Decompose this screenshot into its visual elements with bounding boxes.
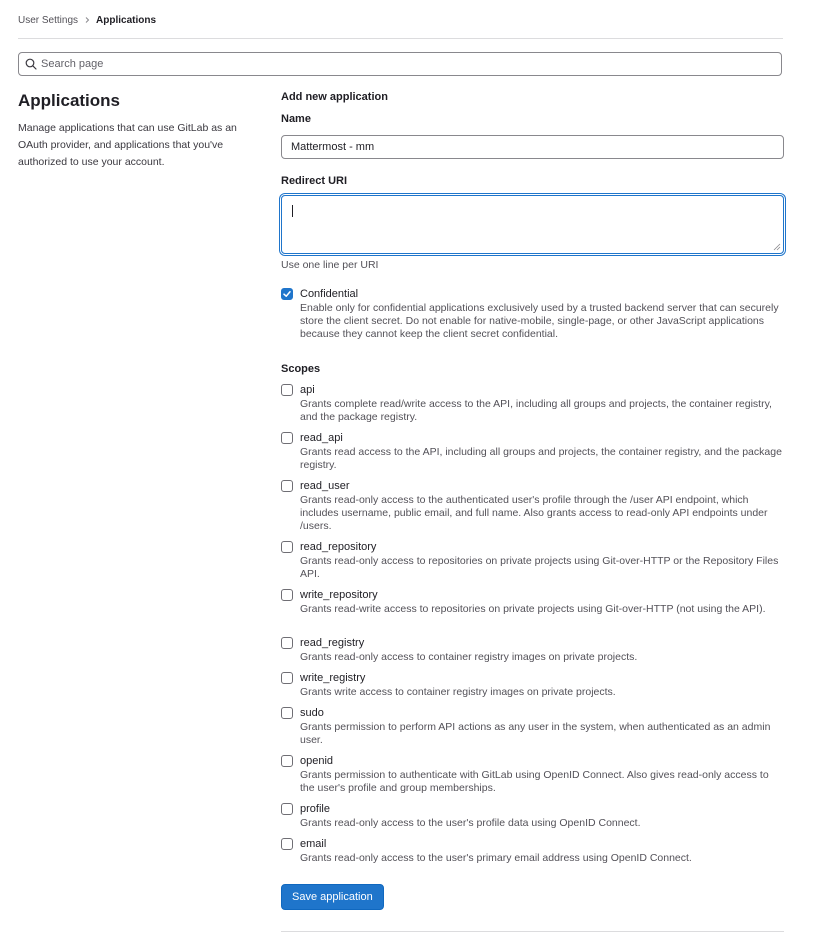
- scope-openid-help: Grants permission to authenticate with GitLab using OpenID Connect. Also gives read-only access to the user's profile and group memberships.: [300, 769, 769, 794]
- scope-email-checkbox[interactable]: [281, 838, 293, 850]
- page-title: Applications: [18, 91, 121, 110]
- save-application-button[interactable]: Save application: [281, 884, 384, 910]
- scope-profile-help: Grants read-only access to the user's profile data using OpenID Connect.: [300, 817, 641, 829]
- scopes-label: Scopes: [281, 363, 321, 375]
- confidential-checkbox[interactable]: [281, 288, 293, 300]
- scope-api-help: Grants complete read/write access to the API, including all groups and projects, the container registry, and the package registry.: [300, 398, 772, 423]
- redirect-uri-textarea[interactable]: [281, 195, 784, 254]
- scope-email-help: Grants read-only access to the user's primary email address using OpenID Connect.: [300, 852, 692, 864]
- scope-read-api-checkbox[interactable]: [281, 432, 293, 444]
- footer-divider: [281, 931, 784, 932]
- name-label: Name: [281, 113, 311, 125]
- scope-profile-label[interactable]: profile: [300, 803, 330, 815]
- breadcrumb-applications[interactable]: Applications: [96, 14, 157, 26]
- scope-read-api-help: Grants read access to the API, including all groups and projects, the container registry, and the package registry.: [300, 446, 782, 471]
- scope-email-label[interactable]: email: [300, 838, 327, 850]
- chevron-right-icon: [82, 15, 92, 25]
- scope-read-registry-label[interactable]: read_registry: [300, 637, 365, 649]
- scope-sudo-checkbox[interactable]: [281, 707, 293, 719]
- intro-section: [18, 90, 258, 171]
- scope-read-registry-help: Grants read-only access to container registry images on private projects.: [300, 651, 638, 663]
- resize-grip-icon[interactable]: [773, 243, 781, 251]
- scope-write-repository-help: Grants read-write access to repositories on private projects using Git-over-HTTP (not using the API).: [300, 603, 766, 615]
- search-input[interactable]: [41, 58, 741, 70]
- scope-openid-checkbox[interactable]: [281, 755, 293, 767]
- scope-read-user-label[interactable]: read_user: [300, 480, 350, 492]
- search-box[interactable]: [18, 52, 782, 76]
- scope-sudo-help: Grants permission to perform API actions as any user in the system, when authenticated as an admin user.: [300, 721, 771, 746]
- scope-api-label[interactable]: api: [300, 384, 315, 396]
- confidential-help: Enable only for confidential applications exclusively used by a trusted backend server that can securely store the client secret. Do not enable for native-mobile, single-page, or other JavaScript applications because they cannot keep the client secret confidential.: [300, 302, 779, 340]
- page-description: Manage applications that can use GitLab as an OAuth provider, and applications that you've authorized to use your account.: [18, 122, 237, 168]
- scope-read-api-label[interactable]: read_api: [300, 432, 343, 444]
- text-caret: [292, 205, 293, 217]
- name-input[interactable]: [281, 135, 784, 159]
- scope-read-repository-checkbox[interactable]: [281, 541, 293, 553]
- redirect-uri-label: Redirect URI: [281, 175, 348, 187]
- confidential-label[interactable]: Confidential: [300, 288, 359, 300]
- breadcrumb: [18, 13, 156, 27]
- scope-read-user-checkbox[interactable]: [281, 480, 293, 492]
- scope-openid-label[interactable]: openid: [300, 755, 334, 767]
- scope-read-user-help: Grants read-only access to the authenticated user's profile through the /user API endpoint, which includes username, public email, and full name. Also grants access to read-only API endpoints under /users.: [300, 494, 768, 532]
- scope-read-repository-label[interactable]: read_repository: [300, 541, 377, 553]
- scope-write-repository-label[interactable]: write_repository: [300, 589, 378, 601]
- scope-write-repository-checkbox[interactable]: [281, 589, 293, 601]
- scope-write-registry-help: Grants write access to container registry images on private projects.: [300, 686, 616, 698]
- scope-write-registry-checkbox[interactable]: [281, 672, 293, 684]
- scope-write-registry-label[interactable]: write_registry: [300, 672, 366, 684]
- header-divider: [18, 38, 783, 39]
- search-icon: [25, 58, 37, 70]
- scope-profile-checkbox[interactable]: [281, 803, 293, 815]
- scope-read-repository-help: Grants read-only access to repositories on private projects using Git-over-HTTP or the Repository Files API.: [300, 555, 779, 580]
- redirect-uri-hint: Use one line per URI: [281, 259, 379, 271]
- scope-sudo-label[interactable]: sudo: [300, 707, 324, 719]
- scope-read-registry-checkbox[interactable]: [281, 637, 293, 649]
- scope-api-checkbox[interactable]: [281, 384, 293, 396]
- check-icon: [283, 290, 291, 298]
- form-heading: Add new application: [281, 91, 388, 103]
- breadcrumb-user-settings[interactable]: User Settings: [18, 14, 79, 26]
